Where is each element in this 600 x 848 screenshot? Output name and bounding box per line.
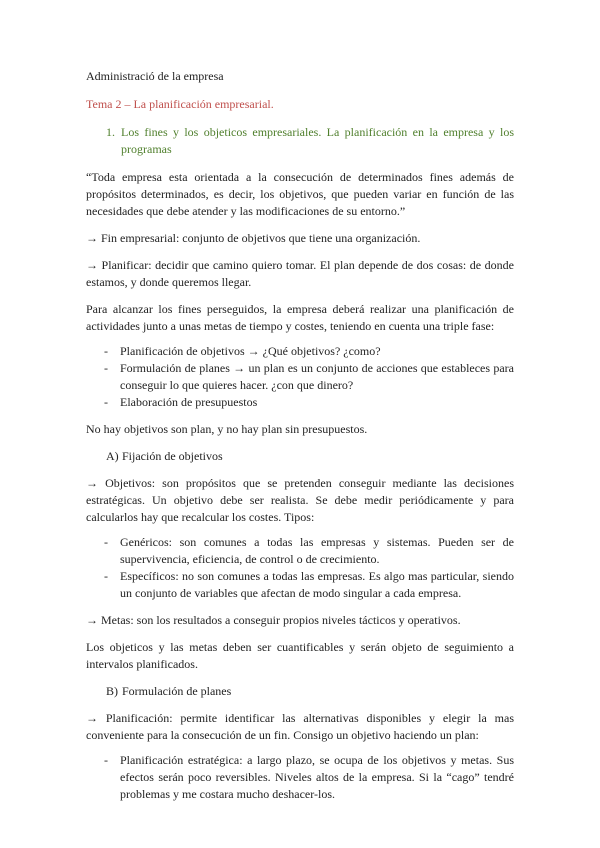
dash-marker: -: [104, 395, 108, 409]
list-item: - Genéricos: son comunes a todas las empresas y sistemas. Pueden ser de supervivencia, eficiencia, de control o de crecimiento.: [86, 534, 514, 568]
dash-marker: -: [104, 535, 108, 549]
list-item: - Formulación de planes → un plan es un conjunto de acciones que estableces para conseguir lo que quieres hacer. ¿con que dinero?: [86, 360, 514, 394]
subsection-title: Formulación de planes: [122, 684, 232, 698]
dash-marker: -: [104, 344, 108, 358]
list-item: - Planificación estratégica: a largo plazo, se ocupa de los objetivos y metas. Sus efectos serán poco reversibles. Niveles altos de la empresa. Si la “cago” tendré problemas y me costara mucho deshacer-los.: [86, 752, 514, 803]
dash-marker: -: [104, 753, 108, 767]
planes-list: [86, 752, 514, 803]
list-item: - Específicos: no son comunes a todas las empresas. Es algo mas particular, siendo un conjunto de variables que afectan de modo singular a cada empresa.: [86, 568, 514, 602]
fases-list: [86, 343, 514, 411]
list-item: - Planificación de objetivos → ¿Qué objetivos? ¿como?: [86, 343, 514, 360]
subsection-title: Fijación de objetivos: [122, 449, 223, 463]
planificacion-definition: → Planificación: permite identificar las alternativas disponibles y elegir la mas conveniente para la consecución de un fin. Consigo un objetivo haciendo un plan:: [86, 711, 514, 742]
quote-paragraph: “Toda empresa esta orientada a la consecución de determinados fines además de propósitos determinados, es decir, los objetivos, que pueden variar en función de las necesidades que debe atender y las modificaciones de su entorno.”: [86, 170, 514, 218]
section-title: Los fines y los objeticos empresariales. La planificación en la empresa y los programas: [121, 125, 514, 156]
section-heading-1: [106, 124, 514, 158]
planificar-definition: → Planificar: decidir que camino quiero tomar. El plan depende de dos cosas: de donde estamos, y donde queremos llegar.: [86, 258, 514, 289]
alcanzar-paragraph: Para alcanzar los fines perseguidos, la empresa deberá realizar una planificación de actividades junto a unas metas de tiempo y costes, teniendo en cuenta una triple fase:: [86, 302, 514, 333]
subsection-a: A) Fijación de objetivos: [106, 449, 223, 463]
section-number: 1.: [106, 125, 115, 139]
tipos-list: [86, 534, 514, 602]
dash-marker: -: [104, 361, 108, 375]
fin-definition: → Fin empresarial: conjunto de objetivos que tiene una organización.: [86, 231, 421, 245]
dash-marker: -: [104, 569, 108, 583]
topic-title: Tema 2 – La planificación empresarial.: [86, 97, 274, 111]
document-header: Administració de la empresa: [86, 69, 224, 83]
metas-definition: → Metas: son los resultados a conseguir propios niveles tácticos y operativos.: [86, 613, 461, 627]
no-hay-paragraph: No hay objetivos son plan, y no hay plan sin presupuestos.: [86, 422, 368, 436]
cuantificables-paragraph: Los objeticos y las metas deben ser cuantificables y serán objeto de seguimiento a intervalos planificados.: [86, 640, 514, 671]
list-item: - Elaboración de presupuestos: [86, 394, 514, 411]
subsection-b: B) Formulación de planes: [106, 684, 232, 698]
objetivos-definition: → Objetivos: son propósitos que se pretenden conseguir mediante las decisiones estratégicas. Un objetivo debe ser realista. Se debe medir periódicamente y para calcularlos hay que recalcular los costes. Tipos:: [86, 476, 514, 524]
